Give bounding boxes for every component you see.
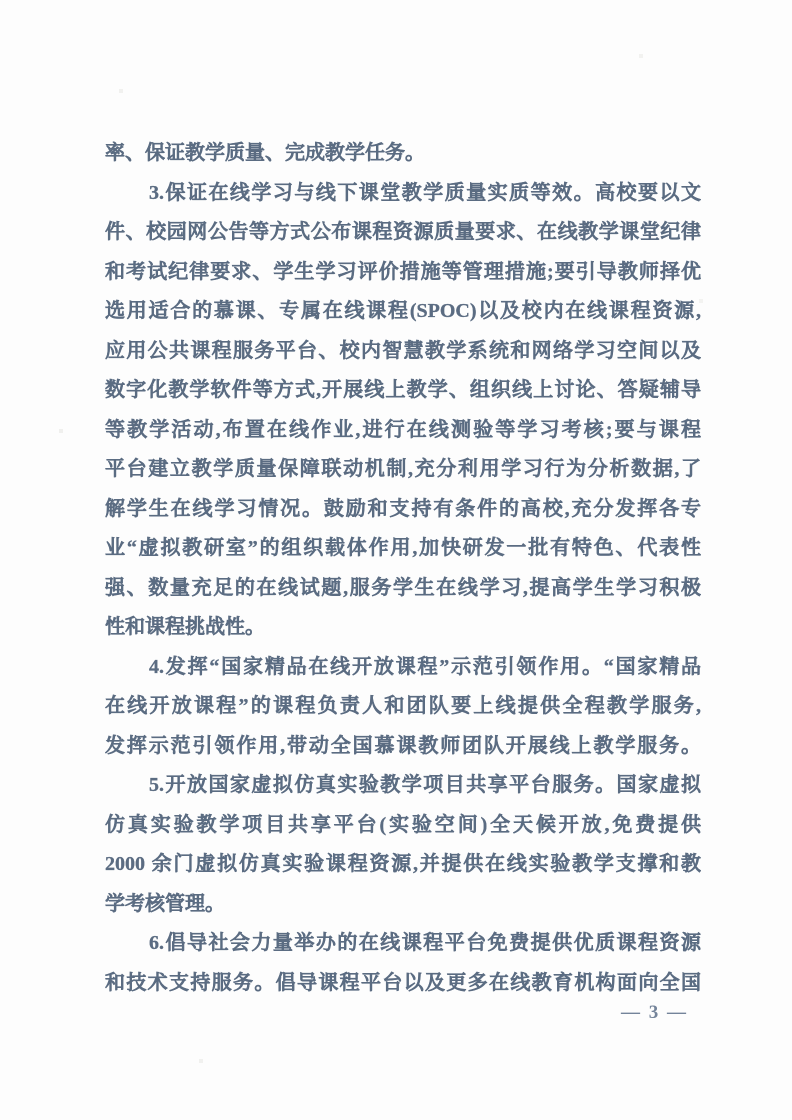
text-line: 等教学活动,布置在线作业,进行在线测验等学习考核;要与课程 (105, 418, 701, 441)
text-line: 仿真实验教学项目共享平台(实验空间)全天候开放,免费提供 (105, 813, 701, 836)
text-line: 和考试纪律要求、学生学习评价措施等管理措施;要引导教师择优 (105, 260, 701, 283)
text-line: 率、保证教学质量、完成教学任务。 (105, 142, 425, 164)
document-body (105, 134, 701, 1003)
text-line: 3.保证在线学习与线下课堂教学质量实质等效。高校要以文 (149, 181, 701, 204)
text-line: 解学生在线学习情况。鼓励和支持有条件的高校,充分发挥各专 (105, 497, 701, 520)
text-line: 性和课程挑战性。 (105, 616, 265, 638)
text-line: 4.发挥“国家精品在线开放课程”示范引领作用。“国家精品 (149, 655, 701, 678)
text-line: 选用适合的慕课、专属在线课程(SPOC)以及校内在线课程资源, (105, 300, 701, 322)
page-number: — 3 — (621, 1002, 688, 1023)
text-line: 应用公共课程服务平台、校内智慧教学系统和网络学习空间以及 (105, 339, 701, 362)
text-line: 数字化教学软件等方式,开展线上教学、组织线上讨论、答疑辅导 (105, 379, 701, 401)
text-line: 发挥示范引领作用,带动全国慕课教师团队开展线上教学服务。 (105, 734, 701, 757)
text-line: 6.倡导社会力量举办的在线课程平台免费提供优质课程资源 (149, 932, 701, 954)
text-line: 2000 余门虚拟仿真实验课程资源,并提供在线实验教学支撑和教 (105, 853, 701, 875)
scan-speckles (0, 0, 2, 2)
text-line: 学考核管理。 (105, 892, 225, 915)
text-line: 5.开放国家虚拟仿真实验教学项目共享平台服务。国家虚拟 (149, 774, 701, 796)
text-line: 业“虚拟教研室”的组织载体作用,加快研发一批有特色、代表性 (105, 537, 701, 559)
text-line: 和技术支持服务。倡导课程平台以及更多在线教育机构面向全国 (105, 971, 701, 994)
text-line: 件、校园网公告等方式公布课程资源质量要求、在线教学课堂纪律 (105, 221, 701, 243)
text-line: 平台建立教学质量保障联动机制,充分利用学习行为分析数据,了 (105, 458, 701, 480)
text-line: 在线开放课程”的课程负责人和团队要上线提供全程教学服务, (105, 695, 701, 717)
text-line: 强、数量充足的在线试题,服务学生在线学习,提高学生学习积极 (105, 576, 701, 599)
